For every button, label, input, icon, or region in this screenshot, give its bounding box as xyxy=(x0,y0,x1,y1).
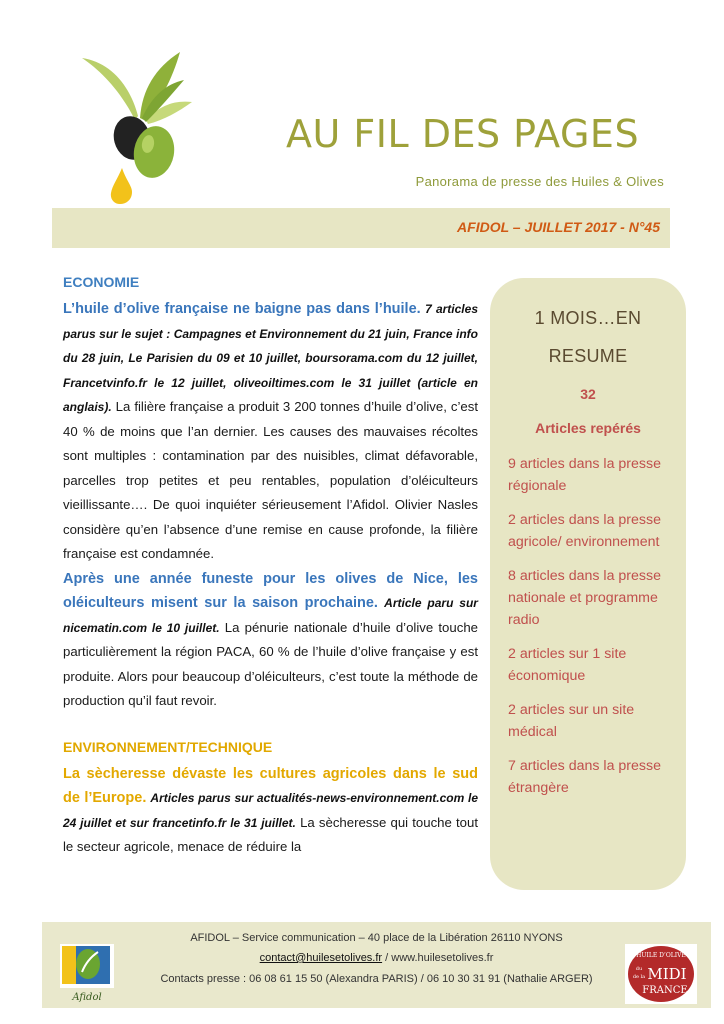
afidol-logo-text: Afidol xyxy=(72,992,102,1003)
footer-contacts: Contacts presse : 06 08 61 15 50 (Alexandra PARIS) / 06 10 30 31 91 (Nathalie ARGER) xyxy=(160,973,593,985)
midi-logo-line1: HUILE D’OLIVE xyxy=(636,952,686,959)
sidebar-list-item: 9 articles dans la presse régionale xyxy=(508,456,661,494)
page-title: AU FIL DES PAGES xyxy=(286,112,640,156)
issue-label: AFIDOL – JUILLET 2017 - N°45 xyxy=(457,219,660,235)
sidebar-list-item: 2 articles sur 1 site économique xyxy=(508,646,627,684)
page-subtitle: Panorama de presse des Huiles & Olives xyxy=(415,174,664,189)
article-headline: La sècheresse dévaste les cultures agricoles dans le sud de l’Europe. xyxy=(63,765,478,806)
olive-logo-icon xyxy=(80,50,200,210)
huile-midi-france-logo-icon xyxy=(625,944,697,1004)
section-heading-environnement: ENVIRONNEMENT/TECHNIQUE xyxy=(63,738,273,755)
sidebar-list-item: 2 articles dans la presse agricole/ environnement xyxy=(508,512,661,550)
footer xyxy=(42,922,711,1008)
sidebar-list-item: 2 articles sur un site médical xyxy=(508,702,635,740)
sidebar-list-item: 8 articles dans la presse nationale et programme radio xyxy=(508,568,661,628)
midi-logo-line2: du xyxy=(635,966,643,972)
article-headline: Après une année funeste pour les olives de Nice, les oléiculteurs misent sur la saison prochaine. xyxy=(63,570,478,611)
midi-logo-line4: MIDI xyxy=(647,965,687,983)
footer-links xyxy=(42,952,711,964)
footer-separator: / xyxy=(382,952,392,964)
article-body: La pénurie nationale d’huile d’olive touche particulièrement la région PACA, 60 % de l’huile d’olive française y est produite. Alors pour beaucoup d’oléiculteurs, c’est toute la méthode de production qu’il faut revoir. xyxy=(63,619,478,708)
sidebar-count-label: Articles repérés xyxy=(535,420,641,436)
afidol-logo-icon xyxy=(56,942,118,1004)
article-sources: Article paru sur nicematin.com le 10 juillet. xyxy=(63,596,478,635)
sidebar-list-item: 7 articles dans la presse étrangère xyxy=(508,758,661,796)
article-sources: Articles parus sur actualités-news-environnement.com le 24 juillet et sur francetinfo.fr le 31 juillet. xyxy=(63,791,478,830)
article-economie-2 xyxy=(63,567,478,714)
article-body: La filière française a produit 3 200 tonnes d’huile d’olive, c’est 40 % de moins que l’an dernier. Les causes des mauvaises récoltes sont multiples : contamination par des nuisibles, climat défavorable, parcelles trop petites et peu rentables, population d’oléiculteurs vieillissante…. De quoi inquiéter sérieusement l’Afidol. Olivier Nasles considère qu’en l’absence d’une remise en cause profonde, la filière française est condamnée. xyxy=(63,399,478,561)
article-environnement-1 xyxy=(63,762,478,860)
footer-address: AFIDOL – Service communication – 40 place de la Libération 26110 NYONS xyxy=(190,932,563,944)
article-economie-1 xyxy=(63,297,478,567)
issue-band xyxy=(52,208,670,248)
summary-sidebar xyxy=(490,278,686,890)
article-headline: L’huile d’olive française ne baigne pas dans l’huile. xyxy=(63,301,421,317)
midi-logo-line3: de la xyxy=(632,974,646,980)
sidebar-article-count: 32 xyxy=(580,386,596,402)
sidebar-list xyxy=(508,453,678,811)
footer-email-link[interactable]: contact@huilesetolives.fr xyxy=(259,952,383,964)
footer-website[interactable]: www.huilesetolives.fr xyxy=(391,952,494,964)
section-heading-economie: ECONOMIE xyxy=(63,274,140,290)
article-sources: 7 articles parus sur le sujet : Campagnes et Environnement du 21 juin, France info du 28 juin, Le Parisien du 09 et 10 juillet, boursorama.com du 12 juillet, Francetvinfo.fr le 12 juillet, oliveoiltimes.com le 31 juillet (article en anglais). xyxy=(63,302,478,414)
midi-logo-line5: FRANCE xyxy=(642,985,688,996)
article-body: La sècheresse qui touche tout le secteur agricole, menace de réduire la xyxy=(63,814,479,854)
sidebar-title-line1: 1 MOIS…EN xyxy=(534,308,642,328)
sidebar-title-line2: RESUME xyxy=(548,346,628,366)
main-column xyxy=(63,273,478,860)
